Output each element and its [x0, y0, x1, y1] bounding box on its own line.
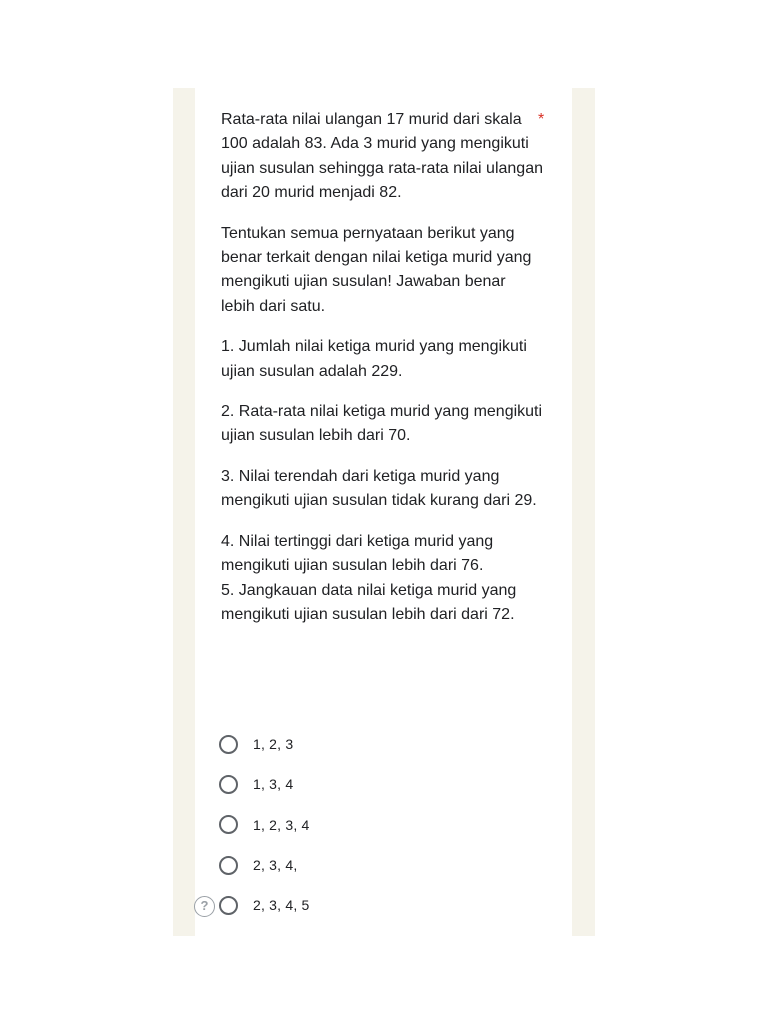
option-label: 2, 3, 4, 5 — [253, 897, 310, 914]
required-asterisk: * — [538, 111, 545, 128]
help-circle-icon[interactable]: ? — [194, 896, 215, 917]
option-3[interactable] — [219, 805, 549, 845]
radio-button[interactable] — [219, 775, 238, 794]
statement-2: 2. Rata-rata nilai ketiga murid yang mengikuti ujian susulan lebih dari 70. — [221, 403, 543, 445]
question-instruction: Tentukan semua pernyataan berikut yang benar terkait dengan nilai ketiga murid yang mengikuti ujian susulan! Jawaban benar lebih dari satu. — [221, 224, 532, 315]
answer-options — [219, 724, 549, 925]
statement-3: 3. Nilai terendah dari ketiga murid yang mengikuti ujian susulan tidak kurang dari 29. — [221, 467, 537, 510]
statement-4: 4. Nilai tertinggi dari ketiga murid yang mengikuti ujian susulan lebih dari 76. — [221, 532, 494, 575]
option-label: 2, 3, 4, — [253, 857, 298, 874]
question-text — [221, 108, 543, 643]
option-label: 1, 3, 4 — [253, 776, 294, 793]
option-5[interactable] — [219, 885, 549, 925]
option-4[interactable] — [219, 845, 549, 885]
option-label: 1, 2, 3, 4 — [253, 816, 310, 833]
statement-1: 1. Jumlah nilai ketiga murid yang mengikuti ujian susulan adalah 229. — [221, 338, 527, 380]
radio-button[interactable] — [219, 896, 238, 915]
option-1[interactable] — [219, 724, 549, 764]
radio-button[interactable] — [219, 735, 238, 754]
radio-button[interactable] — [219, 856, 238, 875]
option-2[interactable] — [219, 764, 549, 804]
statement-5: 5. Jangkauan data nilai ketiga murid yang mengikuti ujian susulan lebih dari dari 72. — [221, 581, 517, 623]
question-intro: Rata-rata nilai ulangan 17 murid dari skala 100 adalah 83. Ada 3 murid yang mengikuti ujian susulan sehingga rata-rata nilai ulangan dari 20 murid menjadi 82. — [221, 111, 543, 202]
radio-button[interactable] — [219, 815, 238, 834]
option-label: 1, 2, 3 — [253, 736, 294, 753]
